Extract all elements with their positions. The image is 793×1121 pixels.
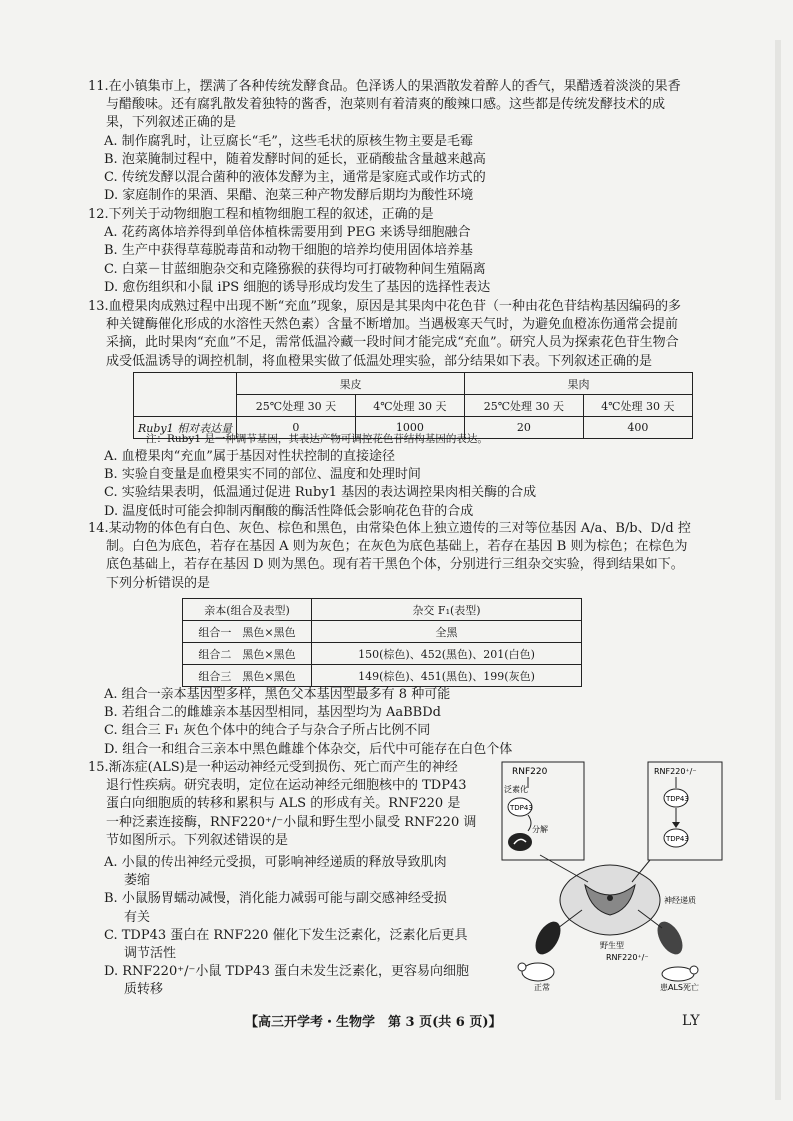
q14-row-parents: 组合二 黑色×黑色	[183, 643, 312, 665]
figure-right-panel	[648, 762, 722, 860]
q15-stem-line: 蛋白向细胞质的转移和累积与 ALS 的形成有关。RNF220 是	[106, 796, 461, 812]
q13-header-peel: 果皮	[237, 373, 465, 395]
q15-stem-line: 退行性疾病。研究表明，定位在运动神经元细胞核中的 TDP43	[106, 778, 467, 794]
q13-options	[88, 448, 713, 521]
q15-options	[88, 853, 488, 999]
binding-margin	[775, 40, 781, 1100]
q14-option-d[interactable]: D. 组合一和组合三亲本中黑色雌雄个体杂交，后代中可能存在白色个体	[104, 741, 513, 757]
figure-wildtype-label: 野生型	[600, 941, 624, 950]
q15-option-d[interactable]: D. RNF220⁺/⁻小鼠 TDP43 蛋白未发生泛素化，更容易向细胞 质转移	[104, 964, 469, 998]
q12-option-b[interactable]: B. 生产中获得草莓脱毒苗和动物干细胞的培养均使用固体培养基	[104, 243, 473, 259]
q11-option-d[interactable]: D. 家庭制作的果酒、果醋、泡菜三种产物发酵后期均为酸性环境	[104, 188, 474, 204]
figure-degrade-label: 分解	[532, 825, 548, 834]
q14-stem-line: 底色基础上，若存在基因 D 则为黑色。现有若干黑色个体，分别进行三组杂交实验，得到结果如下。	[106, 557, 684, 573]
figure-rnf220-mutant-label: RNF220⁺/⁻	[654, 767, 697, 776]
q15-option-c[interactable]: C. TDP43 蛋白在 RNF220 催化下发生泛素化，泛素化后更具 调节活性	[104, 927, 468, 961]
q15-option-a[interactable]: A. 小鼠的传出神经元受损，可影响神经递质的释放导致肌肉 萎缩	[104, 855, 447, 889]
q11-stem-line: 11.在小镇集市上，摆满了各种传统发酵食品。色泽诱人的果酒散发着醉人的香气，果醋透着淡淡的果香	[88, 79, 681, 94]
q13-header-flesh: 果肉	[465, 373, 693, 395]
q13-table	[133, 372, 693, 439]
q11-stem-line: 与醋酸味。还有腐乳散发着独特的酱香，泡菜则有着清爽的酸辣口感。这些都是传统发酵技术的成	[106, 97, 666, 113]
q14-header-f1: 杂交 F₁(表型)	[312, 599, 582, 621]
q15-option-b[interactable]: B. 小鼠肠胃蠕动减慢，消化能力减弱可能与副交感神经受损 有关	[104, 891, 447, 925]
q15-stem-line: 一种泛素连接酶，RNF220⁺/⁻小鼠和野生型小鼠受 RNF220 调	[106, 814, 477, 830]
figure-als-label: 患ALS死亡	[660, 983, 700, 992]
svg-text:TDP43: TDP43	[666, 795, 689, 803]
page-code: LY	[682, 1013, 700, 1029]
q11-option-c[interactable]: C. 传统发酵以混合菌种的液体发酵为主，通常是家庭式或作坊式的	[104, 169, 486, 185]
figure-normal-label: 正常	[534, 983, 550, 992]
q14-row-result: 全黑	[312, 621, 582, 643]
q13-cond: 25℃处理 30 天	[465, 395, 584, 417]
q11-stem-line: 果，下列叙述正确的是	[106, 115, 237, 131]
q11-option-a[interactable]: A. 制作腐乳时，让豆腐长“毛”，这些毛状的原核生物主要是毛霉	[104, 133, 473, 149]
q13-option-d[interactable]: D. 温度低时可能会抑制丙酮酸的酶活性降低会影响花色苷的合成	[104, 503, 474, 519]
q15-stem-line: 15.渐冻症(ALS)是一种运动神经元受到损伤、死亡而产生的神经	[88, 760, 458, 775]
q12-stem-line: 12.下列关于动物细胞工程和植物细胞工程的叙述，正确的是	[88, 207, 434, 222]
q14-option-c[interactable]: C. 组合三 F₁ 灰色个体中的纯合子与杂合子所占比例不同	[104, 723, 431, 739]
page-footer: 【高三开学考・生物学 第 3 页(共 6 页)】	[245, 1015, 502, 1030]
q14-stem-line: 制。白色为底色，若存在基因 A 则为灰色；在灰色为底色基础上，若存在基因 B 则为棕色；在棕色为	[106, 539, 688, 555]
q13-cell: 1000	[355, 417, 464, 439]
figure-mutant-label: RNF220⁺/⁻	[606, 953, 649, 962]
q13-stem-line: 采摘，此时果肉“充血”不足，需常低温冷藏一段时间才能完成“充血”。研究人员为探索花色苷生物合	[106, 335, 679, 351]
q13-cond: 4℃处理 30 天	[355, 395, 464, 417]
q13-option-c[interactable]: C. 实验结果表明，低温通过促进 Ruby1 基因的表达调控果肉相关酶的合成	[104, 485, 537, 501]
q12-option-c[interactable]: C. 白菜－甘蓝细胞杂交和克隆猕猴的获得均可打破物种间生殖隔离	[104, 261, 486, 277]
question-14	[88, 520, 713, 593]
q13-cond: 25℃处理 30 天	[237, 395, 356, 417]
q13-option-a[interactable]: A. 血橙果肉“充血”属于基因对性状控制的直接途径	[104, 449, 395, 464]
q13-cell: 400	[583, 417, 692, 439]
q13-cell: 0	[237, 417, 356, 439]
q13-stem-line: 成受低温诱导的调控机制，将血橙果实做了低温处理实验，部分结果如下表。下列叙述正确的是	[106, 353, 653, 369]
question-15	[88, 759, 488, 850]
q14-option-b[interactable]: B. 若组合二的雌雄亲本基因型相同，基因型均为 AaBBDd	[104, 705, 441, 721]
figure-muscle-right	[652, 917, 687, 958]
svg-text:TDP43: TDP43	[510, 804, 533, 812]
q13-stem-line: 13.血橙果肉成熟过程中出现不断“充血”现象，原因是其果肉中花色苷（一种由花色苷结构基因编码的多	[88, 299, 681, 314]
q14-options	[88, 686, 713, 759]
q14-option-a[interactable]: A. 组合一亲本基因型多样，黑色父本基因型最多有 8 种可能	[104, 687, 451, 702]
q13-row-label: Ruby1 相对表达量	[134, 417, 237, 439]
q14-header-parents: 亲本(组合及表型)	[183, 599, 312, 621]
q14-row-result: 149(棕色)、451(黑色)、199(灰色)	[312, 665, 582, 687]
figure-mouse-als	[662, 967, 694, 981]
q14-row-parents: 组合一 黑色×黑色	[183, 621, 312, 643]
q13-note: 注：Ruby1 是一种调节基因，其表达产物可调控花色苷结构基因的表达。	[146, 433, 488, 445]
q11-option-b[interactable]: B. 泡菜腌制过程中，随着发酵时间的延长，亚硝酸盐含量越来越高	[104, 151, 486, 167]
q12-option-d[interactable]: D. 愈伤组织和小鼠 iPS 细胞的诱导形成均发生了基因的选择性表达	[104, 279, 491, 295]
q15-figure	[500, 760, 725, 992]
q14-table	[182, 598, 582, 687]
q14-stem-line: 下列分析错误的是	[106, 575, 211, 591]
q14-stem-line: 14.某动物的体色有白色、灰色、棕色和黑色，由常染色体上独立遗传的三对等位基因 A/a、B/b、D/d 控	[88, 521, 691, 536]
figure-neurotransmitter-label: 神经递质	[664, 896, 696, 905]
figure-degraded-node	[508, 833, 532, 851]
figure-ubiquitination-label: 泛素化	[504, 785, 528, 794]
q14-row-result: 150(棕色)、452(黑色)、201(白色)	[312, 643, 582, 665]
q13-option-b[interactable]: B. 实验自变量是血橙果实不同的部位、温度和处理时间	[104, 467, 421, 483]
q15-stem-line: 节如图所示。下列叙述错误的是	[106, 832, 289, 848]
figure-rnf220-label: RNF220	[512, 767, 548, 777]
question-13	[88, 298, 713, 371]
question-11	[88, 78, 713, 205]
svg-text:TDP43: TDP43	[666, 835, 689, 843]
q14-row-parents: 组合三 黑色×黑色	[183, 665, 312, 687]
q13-stem-line: 种关键酶催化形成的水溶性天然色素）含量不断增加。当遇极寒天气时，为避免血橙冻伤通常会提前	[106, 317, 679, 333]
figure-mouse-normal	[522, 963, 554, 981]
q13-cell: 20	[465, 417, 584, 439]
figure-muscle-left	[530, 917, 565, 958]
q12-option-a[interactable]: A. 花药离体培养得到单倍体植株需要用到 PEG 来诱导细胞融合	[104, 225, 471, 241]
q13-cond: 4℃处理 30 天	[583, 395, 692, 417]
question-12	[88, 206, 713, 297]
